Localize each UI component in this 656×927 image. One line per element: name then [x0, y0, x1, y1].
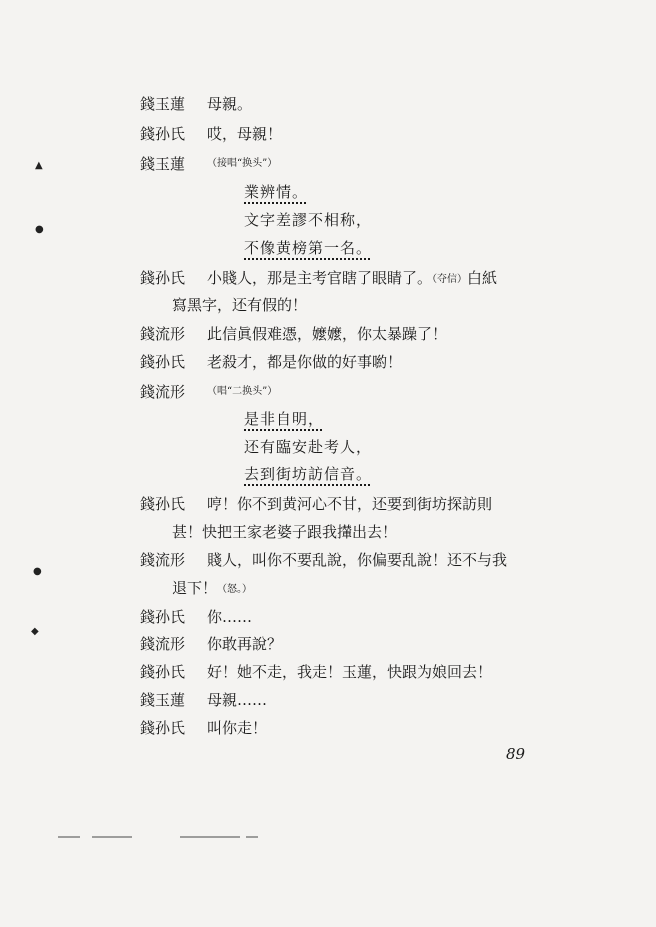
speaker-name: 錢流形 — [140, 383, 186, 401]
verse-text: 業辨情。 — [244, 183, 309, 201]
speaker-name: 錢流形 — [140, 635, 186, 653]
speech-text-part: 退下！ — [172, 579, 218, 597]
speaker-name: 錢孙氏 — [140, 353, 186, 371]
scan-artifact-line — [246, 836, 258, 838]
speech-continuation: 甚！快把王家老婆子跟我攆出去！ — [172, 523, 398, 541]
speech-text: 你…… — [207, 608, 253, 626]
speech-text: 好！她不走，我走！玉蓮，快跟为娘回去！ — [207, 663, 493, 681]
margin-mark-icon: ▲ — [35, 160, 43, 171]
speech-text: 哎，母親！ — [207, 125, 283, 143]
speaker-name: 錢玉蓮 — [140, 691, 186, 709]
speaker-name: 錢孙氏 — [140, 495, 186, 513]
speaker-name: 錢孙氏 — [140, 125, 186, 143]
speech-text: 母親…… — [207, 691, 268, 709]
speech-continuation — [172, 578, 252, 600]
speaker-name: 錢玉蓮 — [140, 155, 186, 173]
margin-mark-icon: ● — [35, 224, 44, 235]
scan-artifact-line — [180, 836, 240, 838]
page-number: 89 — [506, 745, 526, 763]
verse-text: 是非自明， — [244, 410, 325, 428]
speech-text — [207, 268, 497, 290]
verse-text: 去到街坊訪信音。 — [244, 465, 373, 483]
speech-text: 母親。 — [207, 95, 253, 113]
scan-artifact-line — [92, 836, 132, 838]
speech-text-part: 白紙 — [467, 269, 498, 287]
speaker-name: 錢孙氏 — [140, 719, 186, 737]
speaker-name: 錢流形 — [140, 325, 186, 343]
speech-continuation: 寫黑字，还有假的！ — [172, 296, 308, 314]
speech-text: 此信眞假难憑，嬤嬤，你太暴躁了！ — [207, 325, 448, 343]
speaker-name: 錢孙氏 — [140, 608, 186, 626]
stage-direction: （怒。） — [217, 584, 253, 595]
speech-text: 賤人，叫你不要乱說，你偏要乱說！还不与我 — [207, 551, 508, 569]
margin-mark-icon: ● — [33, 566, 42, 577]
verse-text: 文字差謬不相称， — [244, 211, 373, 229]
stage-direction: （唱“二换头”） — [207, 386, 278, 397]
speaker-name: 錢玉蓮 — [140, 95, 186, 113]
speech-text: 你敢再說？ — [207, 635, 283, 653]
speaker-name: 錢流形 — [140, 551, 186, 569]
stage-direction: （夺信） — [432, 274, 468, 285]
speech-text: 叫你走！ — [207, 719, 268, 737]
speech-text: 老殺才，都是你做的好事喲！ — [207, 353, 403, 371]
verse-text: 不像黄榜第一名。 — [244, 239, 373, 257]
scan-artifact-line — [58, 836, 80, 838]
stage-direction: （接唱“换头”） — [207, 158, 278, 169]
speech-text: 哼！你不到黄河心不甘，还要到街坊探訪則 — [207, 495, 493, 513]
speech-text-part: 小賤人，那是主考官瞎了眼睛了。 — [207, 269, 433, 287]
speaker-name: 錢孙氏 — [140, 663, 186, 681]
margin-mark-icon: ◆ — [31, 626, 39, 637]
speaker-name: 錢孙氏 — [140, 269, 186, 287]
verse-text: 还有臨安赴考人， — [244, 438, 373, 456]
